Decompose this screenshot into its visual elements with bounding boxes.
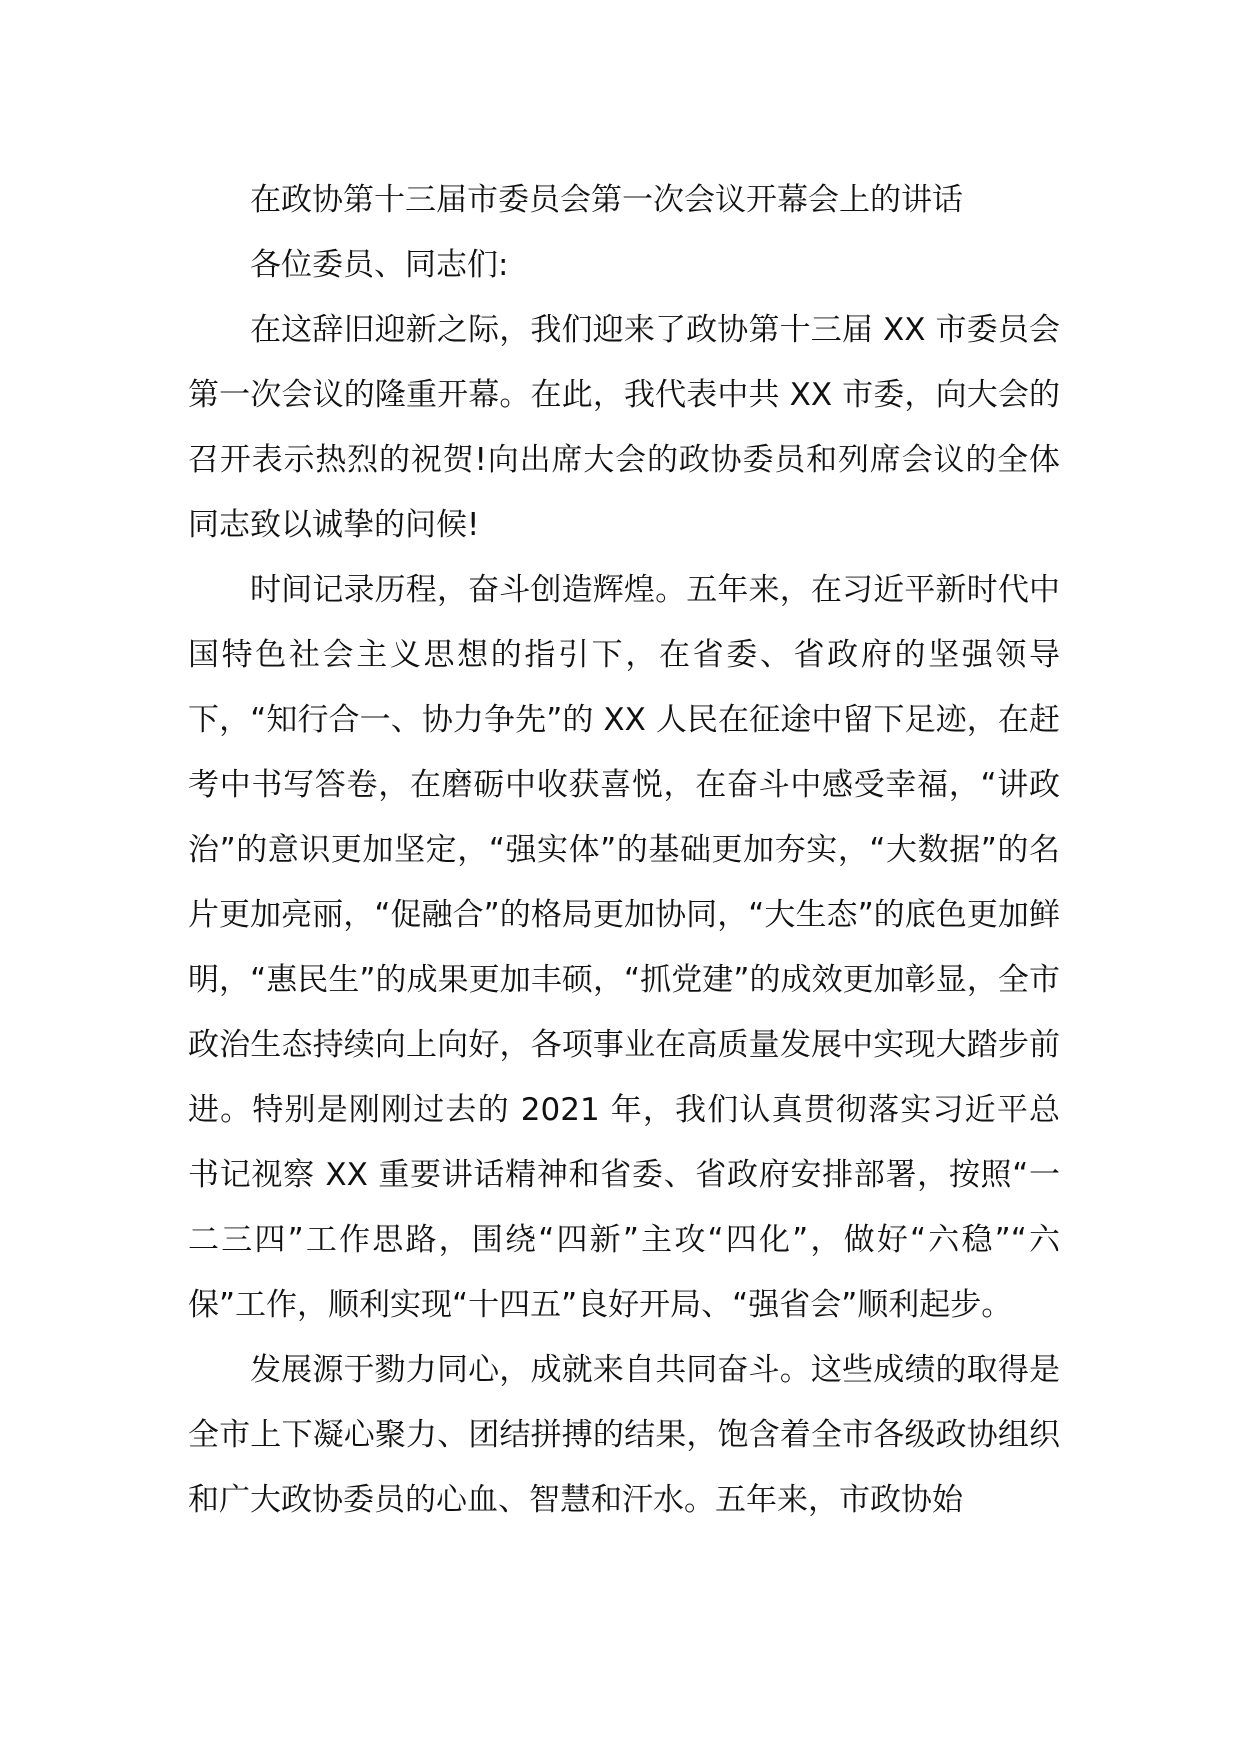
paragraph-2: 时间记录历程，奋斗创造辉煌。五年来，在习近平新时代中国特色社会主义思想的指引下，在省委、省政府的坚强领导下，“知行合一、协力争先”的 XX 人民在征途中留下足迹，在赶考中书写答卷，在磨砺中收获喜悦，在奋斗中感受幸福，“讲政治”的意识更加坚定，“强实体”的基础更加夯实，“大数据”的名片更加亮丽，“促融合”的格局更加协同，“大生态”的底色更加鲜明，“惠民生”的成果更加丰硕，“抓党建”的成效更加彰显，全市政治生态持续向上向好，各项事业在高质量发展中实现大踏步前进。特别是刚刚过去的 2021 年，我们认真贯彻落实习近平总书记视察 XX 重要讲话精神和省委、省政府安排部署，按照“一二三四”工作思路，围绕“四新”主攻“四化”，做好“六稳”“六保”工作，顺利实现“十四五”良好开局、“强省会”顺利起步。 (188, 572, 1060, 1323)
document-body (188, 168, 1060, 1533)
speech-title: 在政协第十三届市委员会第一次会议开幕会上的讲话 (250, 182, 963, 218)
paragraph-3: 发展源于勠力同心，成就来自共同奋斗。这些成绩的取得是全市上下凝心聚力、团结拼搏的结果，饱含着全市各级政协组织和广大政协委员的心血、智慧和汗水。五年来，市政协始 (188, 1352, 1060, 1518)
paragraph-1: 在这辞旧迎新之际，我们迎来了政协第十三届 XX 市委员会第一次会议的隆重开幕。在此，我代表中共 XX 市委，向大会的召开表示热烈的祝贺!向出席大会的政协委员和列席会议的全体同志致以诚挚的问候! (188, 312, 1060, 543)
salutation: 各位委员、同志们: (250, 247, 509, 283)
